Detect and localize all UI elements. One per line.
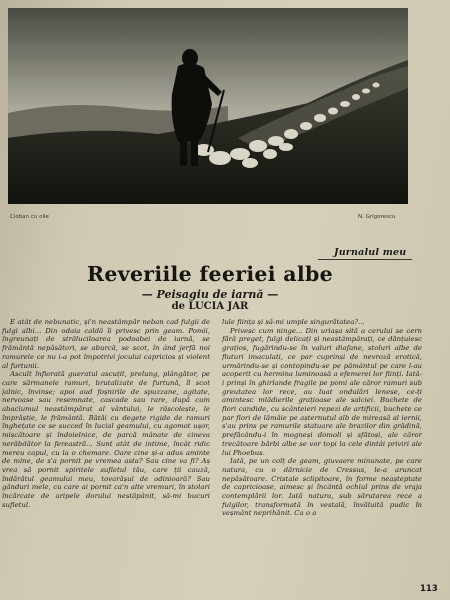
photo-caption-left: Cioban cu oile (10, 214, 49, 220)
article-subtitle: — Peisagiu de iarnă — (141, 288, 279, 301)
paragraph: E atât de nebunatic, și'n neastâmpăr neban cad fulgii de fulgi albi... Din odaia caldă îi privesc prin geam. Pomii, îngreunați de străluciloarea podoabei de iarnă, se frământă nepăsători, se aburcă, se scot, în ând jerfă noi ramurele ce nu i-a pot împotrivi jocului capricios și violent al furtunii. (2, 318, 210, 370)
article-byline: de LUCIA JAR (171, 301, 249, 312)
paragraph: Ascult înfiorată gueratul ascuțit, prelung, plângător, pe care sărmanele ramuri, brutalizate de furtună, îl scot jalnic, învinse; apoi aud foșnirile de spuzzane, agitate, nervoase sau resemnate, cascade sau rare, după cum abaciumul neastâmpărat al vântului, le răscolește, le împrăștie, le frământă. Bătăi cu degete rigide de ramuri înghețate ce se succed în lucial geamului, cu agomot ușor, mișcătoare și îndoielnice, de parcă mânate de cineva nerăbdător la fereastră... Sunt atât de intime, încât ridic mereu capul, cu la o chemare. Oare cine și-a adus aminte de mine, de s'a pornit pe vremea asta? Sau cine va fi? Aș vrea să pornit spiritele sufletul tău, care ții cauză, îndărătul geamului meu, tovarășul de odinioară? Sau gânduri mele, cu care ai pornit ca'n alte vremuri, în stolari încărcate de aripele dorului nestăpânit, să-mi bucuri sufletul. (2, 370, 210, 509)
painting-illustration (8, 8, 408, 204)
article-title: Reveriile feeriei albe (87, 262, 333, 286)
page-number: 113 (420, 584, 438, 594)
section-rule (318, 259, 412, 260)
shepherd-painting (8, 8, 408, 204)
text-column-left (2, 318, 210, 600)
section-heading: Jurnalul meu (334, 247, 407, 258)
text-column-right (222, 318, 422, 600)
paragraph: Iată, pe un colț de geam, giuvaere minunate, pe care natura, cu o dărnicie de Cressus, le-a aruncat nepăsătoare. Cristale sclipitoare, în forme neașteptate de capricioase, aimesc și încântă ochiul prins de vraja contemplării lor. Iată natura, sub sărutarea rece a fulgilor, transformată în vestală, învăluită pudic în veșmânt neprihănit. Ca o a (222, 457, 422, 518)
paragraph: Privesc cum ninge... Din uriașa sită a cerului se cern fără preget, fulgi delicați și neastâmpărați, ce dănțuiesc grațios, fugărindu-se în valuri diafane, stoluri albe de fluturi imaculați, ce par cuprinși de nevroză erotică, urmărindu-se și contopindu-se pe pământul pe care l-au acoperit cu hermina luminoasă a efemerei lor ființi. Iată-i prinși în ghirlande fragile pe pomi ale căror ramuri sub greutatea lor rece, au luat ondulări lenese, ce-ți amintesc mlădierile grațioase ale salciei. Buchete de flori candide, cu scânteieri repezi de artificii, buchete ce par flori de lămâie pe așternutul alb de mireasă al iernii, s'au prins pe ramurile statuare ale brazilor din grădină, prefăcându-i în mogneși domoli și sfătoși, ale căror trecătoare bărbi albe se vor topi la cele dintâi priviri ale lui Phoebus. (222, 326, 422, 457)
photo-caption-right: N. Grigorescu (358, 214, 396, 220)
paragraph: lule ființa și să-mi umple singurătatea?... (222, 318, 365, 326)
